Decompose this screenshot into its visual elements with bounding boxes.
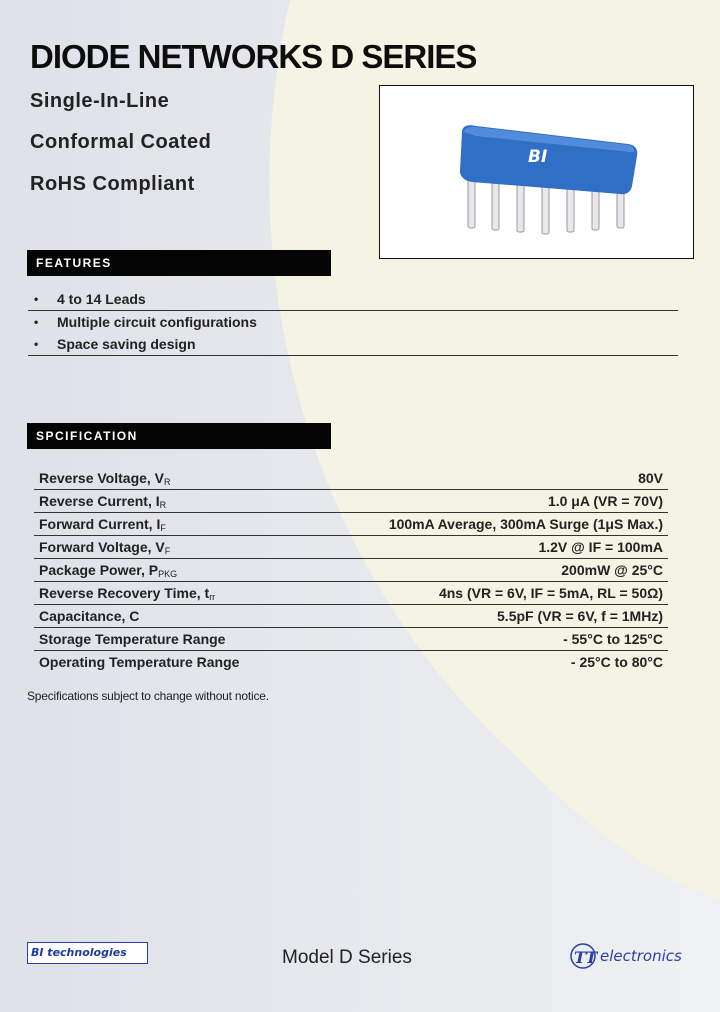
spec-parameter: Storage Temperature Range <box>34 628 304 651</box>
table-row <box>34 582 668 605</box>
spec-parameter: Operating Temperature Range <box>39 653 240 670</box>
spec-value: 100mA Average, 300mA Surge (1μS Max.) <box>304 513 668 536</box>
table-row <box>34 467 668 490</box>
list-item: • Space saving design <box>28 333 678 356</box>
bi-technologies-logo: BI technologies <box>27 942 148 964</box>
spec-value: 5.5pF (VR = 6V, f = 1MHz) <box>304 605 668 628</box>
spec-parameter: Forward Current, $I_F$ <box>34 513 304 536</box>
product-photo <box>379 85 694 259</box>
svg-text:TT: TT <box>574 948 598 967</box>
spec-value: - 25°C to 80°C <box>570 654 663 670</box>
specification-heading: SPCIFICATION <box>27 423 331 449</box>
subtitle-single-in-line: Single-In-Line <box>30 90 170 112</box>
disclaimer-note: Specifications subject to change without notice. <box>27 689 269 703</box>
tt-icon <box>568 940 600 972</box>
spec-value: 200mW @ 25°C <box>304 559 668 582</box>
footer-model: Model D Series <box>282 947 412 968</box>
spec-parameter: Reverse Voltage, $V_R$ <box>34 467 304 490</box>
page-title: DIODE NETWORKS D SERIES <box>30 38 477 75</box>
list-item: • Multiple circuit configurations <box>34 314 257 330</box>
table-row <box>34 628 668 651</box>
spec-parameter: Package Power, $P_{PKG}$ <box>34 559 304 582</box>
diode-network-image <box>380 86 693 258</box>
spec-value: 80V <box>304 467 668 490</box>
table-row <box>34 513 668 536</box>
subtitle-conformal-coated: Conformal Coated <box>30 131 212 153</box>
spec-value: - 55°C to 125°C <box>304 628 668 651</box>
table-row <box>34 490 668 513</box>
features-heading: FEATURES <box>27 250 331 276</box>
table-row <box>34 536 668 559</box>
table-row <box>34 559 668 582</box>
tt-electronics-logo: TT electronics <box>568 940 693 972</box>
spec-value: 1.0 μA (VR = 70V) <box>304 490 668 513</box>
spec-value: 4ns (VR = 6V, IF = 5mA, RL = 50Ω) <box>304 582 668 605</box>
subtitle-rohs: RoHS Compliant <box>30 173 195 195</box>
table-row <box>34 651 668 674</box>
spec-value: 1.2V @ IF = 100mA <box>304 536 668 559</box>
spec-parameter: Reverse Recovery Time, $t_{rr}$ <box>34 582 304 605</box>
spec-parameter: Reverse Current, $I_R$ <box>34 490 304 513</box>
table-row <box>34 605 668 628</box>
specification-table <box>34 467 668 673</box>
spec-parameter: Capacitance, C <box>34 605 304 628</box>
spec-parameter: Forward Voltage, $V_F$ <box>34 536 304 559</box>
list-item: • 4 to 14 Leads <box>28 288 678 311</box>
features-list <box>28 288 678 356</box>
package-marking: BI <box>528 147 548 167</box>
